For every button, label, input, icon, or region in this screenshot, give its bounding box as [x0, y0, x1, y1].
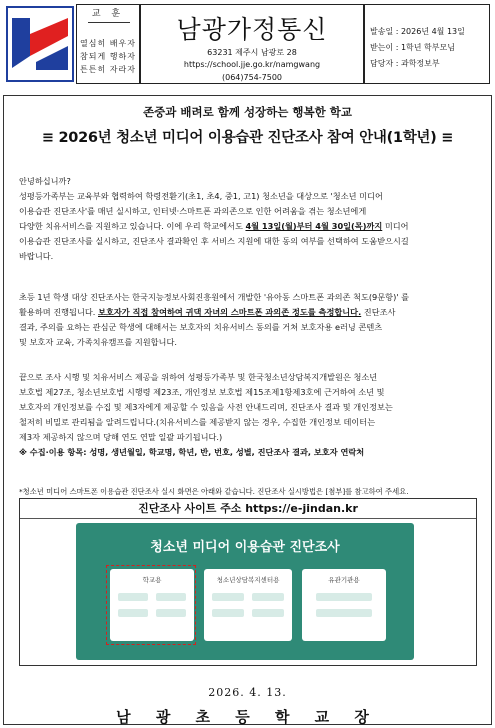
- issue-date: 2026. 4. 13.: [208, 686, 287, 699]
- school-phone: (064)754-7500: [221, 73, 283, 82]
- text-line: 및 보호자 교육, 가족치유캠프를 지원합니다.: [19, 337, 177, 347]
- text-line: 끝으로 조사 시행 및 치유서비스 제공을 위하여 성평등가족부 및 한국청소년상담복지개발원은 청소년: [19, 372, 378, 382]
- counseling-center-card[interactable]: [204, 569, 292, 641]
- text-span: 진단조사: [361, 307, 396, 317]
- card-title: 유관기관용: [328, 576, 360, 584]
- text-span: 미디어: [382, 221, 409, 231]
- school-principal: 남 광 초 등 학 교 장: [116, 708, 379, 726]
- text-line: 바랍니다.: [19, 251, 54, 261]
- paragraph-2: [19, 290, 477, 350]
- school-address: 63231 제주시 남광로 28: [207, 48, 297, 57]
- site-title: 청소년 미디어 이용습관 진단조사: [150, 540, 340, 555]
- emphasis-text: 보호자가 직접 참여하여 귀댁 자녀의 스마트폰 과의존 정도를 측정합니다.: [98, 307, 362, 317]
- text-line: 보호법 제27조, 청소년보호법 시행령 제23조, 개인정보 보호법 제15조제1항제3호에 근거하여 소년 및: [19, 387, 385, 397]
- text-line: 철저히 비밀로 관리됨을 알려드립니다.(치유서비스를 제공받지 않는 경우, 수집한 개인정보 데이터는: [19, 417, 376, 427]
- school-website: https://school.jje.go.kr/namgwang: [183, 60, 321, 69]
- text-line: 이용습관 진단조사를 실시하고, 진단조사 결과확인 후 서비스 지원에 대한 동의 여부를 선택하여 도움받으시길: [19, 236, 409, 246]
- site-address-link[interactable]: 진단조사 사이트 주소 https://e-jindan.kr: [20, 499, 476, 519]
- site-screenshot: [76, 523, 414, 660]
- text-line: 초등 1년 학생 대상 진단조사는 한국지능정보사회진흥원에서 개발한 '유아동 스마트폰 과의존 척도(9문항)' 를: [19, 292, 410, 302]
- agency-card[interactable]: [302, 569, 386, 641]
- send-date: 발송일 : 2026년 4월 13일: [370, 27, 465, 36]
- menu-button[interactable]: [252, 609, 284, 617]
- text-line: [19, 305, 477, 320]
- paragraph-3: [19, 370, 477, 460]
- menu-button[interactable]: [252, 593, 284, 601]
- motto-item: 튼튼히 자라자: [80, 65, 136, 74]
- text-line: 성평등가족부는 교육부와 협력하여 학령전환기(초1, 초4, 중1, 고1) 청소년을 대상으로 '청소년 미디어: [19, 191, 383, 201]
- card-title: 학교용: [142, 576, 162, 584]
- notice-subtitle: 존중과 배려로 함께 성장하는 행복한 학교: [143, 105, 352, 119]
- text-line: 결과, 주의를 요하는 관심군 학생에 대해서는 보호자의 치유서비스 동의를 거쳐 보호자용 e러닝 콘텐츠: [19, 322, 383, 332]
- text-line: [19, 219, 477, 234]
- paragraph-1: [19, 189, 477, 264]
- text-span: 활용하며 진행됩니다.: [19, 307, 98, 317]
- publication-title: 남광가정통신: [176, 15, 328, 44]
- survey-period: 4월 13일(월)부터 4월 30일(목)까지: [245, 221, 383, 231]
- motto-item: 열심히 배우자: [80, 39, 136, 48]
- text-line: 제3자 제공하지 않으며 당해 연도 연말 일괄 파기됩니다.): [19, 432, 223, 442]
- motto-divider: [88, 22, 130, 23]
- motto-item: 참되게 행하자: [80, 52, 136, 61]
- text-span: 다양한 치유서비스를 지원하고 있습니다. 이에 우리 학교에서도: [19, 221, 246, 231]
- menu-button[interactable]: [212, 593, 244, 601]
- text-line: 보호자의 개인정보를 수집 및 제3자에게 제공할 수 있음을 사전 안내드리며, 진단조사 결과 및 개인정보는: [19, 402, 393, 412]
- menu-button[interactable]: [316, 609, 372, 617]
- screenshot-note: *청소년 미디어 스마트폰 이용습관 진단조사 실시 화면은 아래와 같습니다. 진단조사 실시방법은 [첨부]를 참고하여 주세요.: [19, 487, 409, 496]
- school-logo: [6, 6, 74, 82]
- greeting: 안녕하십니까?: [19, 176, 71, 186]
- collection-items: ※ 수집·이용 항목: 성명, 생년월일, 학교명, 학년, 반, 번호, 성별, 진단조사 결과, 보호자 연락처: [19, 447, 365, 457]
- motto-title: 교 훈: [91, 9, 125, 19]
- recipient: 받는이 : 1학년 학부모님: [370, 43, 455, 52]
- text-line: 이용습관 진단조사'를 매년 실시하고, 인터넷·스마트폰 과의존으로 인한 어려움을 겪는 청소년에게: [19, 206, 367, 216]
- department: 담당자 : 과학정보부: [370, 59, 440, 68]
- highlight-box: [106, 565, 196, 645]
- notice-title: ≡ 2026년 청소년 미디어 이용습관 진단조사 참여 안내(1학년) ≡: [41, 130, 454, 146]
- menu-button[interactable]: [316, 593, 372, 601]
- card-title: 청소년상담복지센터용: [216, 576, 280, 584]
- menu-button[interactable]: [212, 609, 244, 617]
